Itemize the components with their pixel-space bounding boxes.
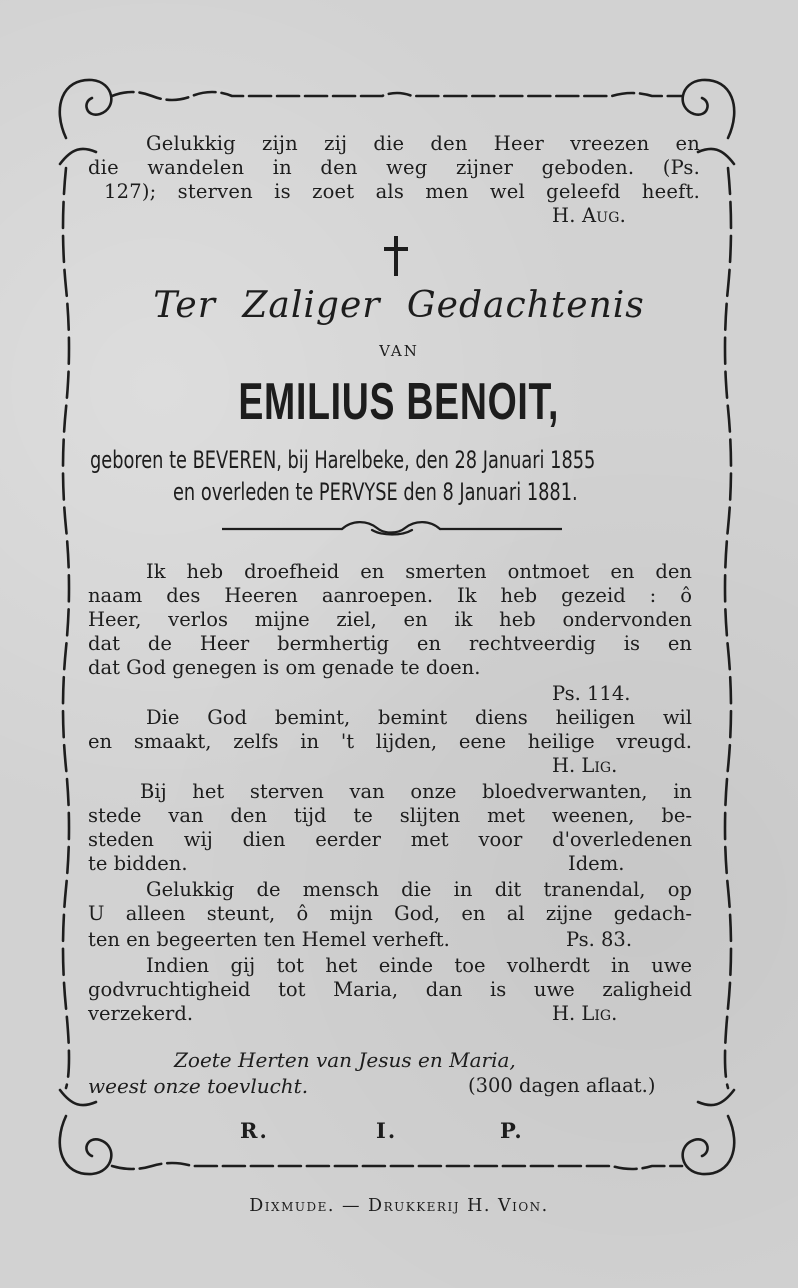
verse-line: Ik heb droefheid en smerten ontmoet en den [146,560,692,583]
indulgence-note: (300 dagen aflaat.) [468,1074,656,1097]
printer-imprint: Dixmude. — Drukkerij H. Vion. [249,1196,549,1216]
birth-line: geboren te BEVEREN, bij Harelbeke, den 28 Januari 1855 [90,446,596,474]
verse-line: ten en begeerten ten Hemel verheft. [88,928,450,951]
verse-line: Heer, verlos mijne ziel, en ik heb ondervonden [88,608,692,631]
verse-line: dat God genegen is om genade te doen. [88,656,481,679]
prayer-line: Zoete Herten van Jesus en Maria, [174,1048,516,1072]
memorial-title: Ter Zaliger Gedachtenis [153,285,645,326]
verse-line: te bidden. [88,852,188,875]
verse-line: naam des Heeren aanroepen. Ik heb gezeid : ô [88,584,692,607]
prayer-line: weest onze toevlucht. [88,1074,309,1098]
motto-attribution: H. Aug. [552,204,627,227]
verse-reference: Idem. [568,852,625,875]
motto-line: 127); sterven is zoet als men wel geleefd heeft. [104,180,700,203]
verse-line: dat de Heer bermhertig en rechtveerdig is en [88,632,692,655]
verse-line: Gelukkig de mensch die in dit tranendal, op [146,878,692,901]
rip-letter: R. [240,1118,269,1143]
verse-line: stede van den tijd te slijten met weenen, be- [88,804,692,827]
verse-line: Bij het sterven van onze bloedverwanten, in [140,780,692,803]
verse-reference: H. Lig. [552,1002,618,1025]
verse-line: godvruchtigheid tot Maria, dan is uwe zaligheid [88,978,692,1001]
motto-line: die wandelen in den weg zijner geboden. (Ps. [88,156,700,179]
verse-reference: Ps. 114. [552,682,631,705]
divider-ornament-icon [222,518,562,538]
verse-reference: Ps. 83. [566,928,633,951]
verse-line: Indien gij tot het einde toe volherdt in uwe [146,954,692,977]
van-label: VAN [379,342,419,360]
deceased-name: EMILIUS BENOIT, [238,373,560,431]
verse-reference: H. Lig. [552,754,618,777]
verse-line: en smaakt, zelfs in 't lijden, eene heilige vreugd. [88,730,692,753]
verse-line: Die God bemint, bemint diens heiligen wil [146,706,692,729]
motto-line: Gelukkig zijn zij die den Heer vreezen en [146,132,700,155]
cross-icon [384,236,408,276]
verse-line: verzekerd. [88,1002,194,1025]
verse-line: steden wij dien eerder met voor d'overledenen [88,828,692,851]
death-line: en overleden te PERVYSE den 8 Januari 1881. [173,478,578,506]
verse-line: U alleen steunt, ô mijn God, en al zijne gedach- [88,902,692,925]
rip-letter: P. [500,1118,524,1143]
rip-letter: I. [376,1118,398,1143]
name-wrap [0,373,798,431]
